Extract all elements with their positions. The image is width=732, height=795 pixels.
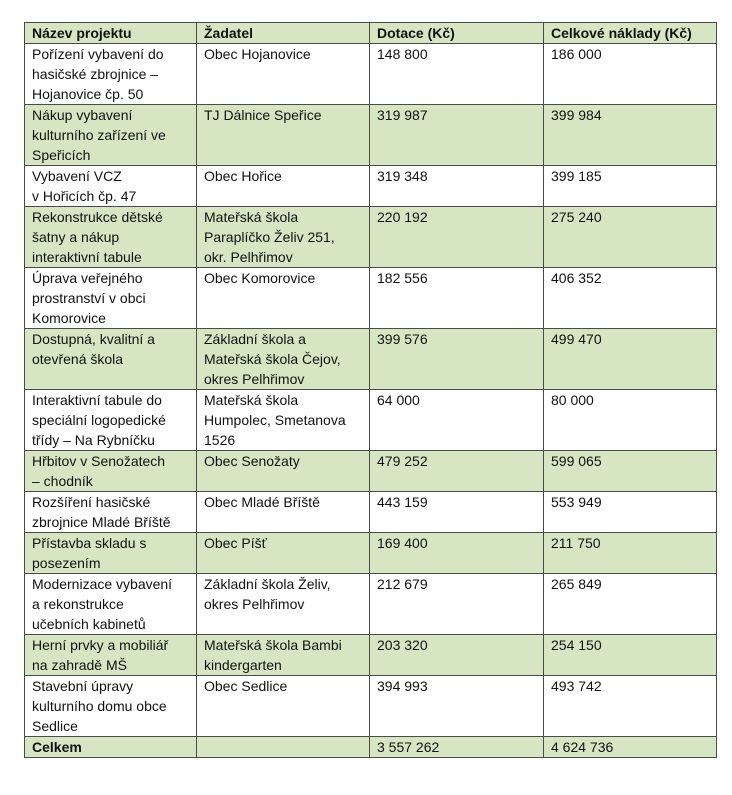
table-row xyxy=(25,574,717,635)
cell-project-name: Úprava veřejného prostranství v obci Komorovice xyxy=(25,268,197,329)
cell-project-name: Nákup vybavení kulturního zařízení ve Speřicích xyxy=(25,105,197,166)
total-row xyxy=(25,737,717,758)
cell-total-costs: 493 742 xyxy=(544,676,717,737)
projects-table xyxy=(24,22,717,758)
table-row xyxy=(25,533,717,574)
cell-applicant: Obec Hořice xyxy=(197,166,370,207)
cell-project-name: Dostupná, kvalitní a otevřená škola xyxy=(25,329,197,390)
table-row xyxy=(25,492,717,533)
total-subsidy: 3 557 262 xyxy=(370,737,544,758)
cell-applicant: Mateřská škola Bambi kindergarten xyxy=(197,635,370,676)
total-applicant xyxy=(197,737,370,758)
cell-project-name: Rozšíření hasičské zbrojnice Mladé Bříště xyxy=(25,492,197,533)
header-project-name: Název projektu xyxy=(25,23,197,44)
header-applicant: Žadatel xyxy=(197,23,370,44)
cell-total-costs: 265 849 xyxy=(544,574,717,635)
cell-applicant: Obec Komorovice xyxy=(197,268,370,329)
cell-subsidy: 319 987 xyxy=(370,105,544,166)
cell-subsidy: 169 400 xyxy=(370,533,544,574)
cell-subsidy: 443 159 xyxy=(370,492,544,533)
total-cost: 4 624 736 xyxy=(544,737,717,758)
table-row xyxy=(25,451,717,492)
cell-subsidy: 182 556 xyxy=(370,268,544,329)
cell-subsidy: 203 320 xyxy=(370,635,544,676)
cell-applicant: Mateřská škola Paraplíčko Želiv 251, okr. Pelhřimov xyxy=(197,207,370,268)
cell-project-name: Interaktivní tabule do speciální logopedické třídy – Na Rybníčku xyxy=(25,390,197,451)
cell-total-costs: 275 240 xyxy=(544,207,717,268)
cell-project-name: Hřbitov v Senožatech – chodník xyxy=(25,451,197,492)
cell-subsidy: 212 679 xyxy=(370,574,544,635)
cell-applicant: Obec Sedlice xyxy=(197,676,370,737)
table-row xyxy=(25,676,717,737)
cell-total-costs: 399 984 xyxy=(544,105,717,166)
cell-applicant: TJ Dálnice Speřice xyxy=(197,105,370,166)
cell-subsidy: 148 800 xyxy=(370,44,544,105)
header-total-costs: Celkové náklady (Kč) xyxy=(544,23,717,44)
cell-subsidy: 319 348 xyxy=(370,166,544,207)
table-row xyxy=(25,105,717,166)
table-row xyxy=(25,635,717,676)
cell-total-costs: 599 065 xyxy=(544,451,717,492)
cell-total-costs: 211 750 xyxy=(544,533,717,574)
table-row xyxy=(25,329,717,390)
header-subsidy: Dotace (Kč) xyxy=(370,23,544,44)
cell-project-name: Rekonstrukce dětské šatny a nákup interaktivní tabule xyxy=(25,207,197,268)
cell-subsidy: 479 252 xyxy=(370,451,544,492)
table-row xyxy=(25,166,717,207)
cell-total-costs: 553 949 xyxy=(544,492,717,533)
cell-project-name: Vybavení VCZ v Hořicích čp. 47 xyxy=(25,166,197,207)
table-row xyxy=(25,390,717,451)
cell-subsidy: 64 000 xyxy=(370,390,544,451)
cell-applicant: Obec Senožaty xyxy=(197,451,370,492)
table-row xyxy=(25,207,717,268)
total-label: Celkem xyxy=(25,737,197,758)
cell-total-costs: 254 150 xyxy=(544,635,717,676)
cell-total-costs: 499 470 xyxy=(544,329,717,390)
table-row xyxy=(25,44,717,105)
table-header-row xyxy=(25,23,717,44)
cell-project-name: Stavební úpravy kulturního domu obce Sedlice xyxy=(25,676,197,737)
cell-total-costs: 399 185 xyxy=(544,166,717,207)
table-body xyxy=(25,44,717,737)
cell-total-costs: 406 352 xyxy=(544,268,717,329)
cell-project-name: Herní prvky a mobiliář na zahradě MŠ xyxy=(25,635,197,676)
cell-total-costs: 80 000 xyxy=(544,390,717,451)
cell-applicant: Obec Píšť xyxy=(197,533,370,574)
cell-subsidy: 220 192 xyxy=(370,207,544,268)
cell-applicant: Základní škola Želiv, okres Pelhřimov xyxy=(197,574,370,635)
cell-applicant: Obec Mladé Bříště xyxy=(197,492,370,533)
cell-project-name: Modernizace vybavení a rekonstrukce učebních kabinetů xyxy=(25,574,197,635)
cell-total-costs: 186 000 xyxy=(544,44,717,105)
cell-applicant: Mateřská škola Humpolec, Smetanova 1526 xyxy=(197,390,370,451)
cell-subsidy: 399 576 xyxy=(370,329,544,390)
cell-applicant: Obec Hojanovice xyxy=(197,44,370,105)
cell-project-name: Pořízení vybavení do hasičské zbrojnice – Hojanovice čp. 50 xyxy=(25,44,197,105)
cell-project-name: Přístavba skladu s posezením xyxy=(25,533,197,574)
cell-applicant: Základní škola a Mateřská škola Čejov, okres Pelhřimov xyxy=(197,329,370,390)
cell-subsidy: 394 993 xyxy=(370,676,544,737)
table-row xyxy=(25,268,717,329)
